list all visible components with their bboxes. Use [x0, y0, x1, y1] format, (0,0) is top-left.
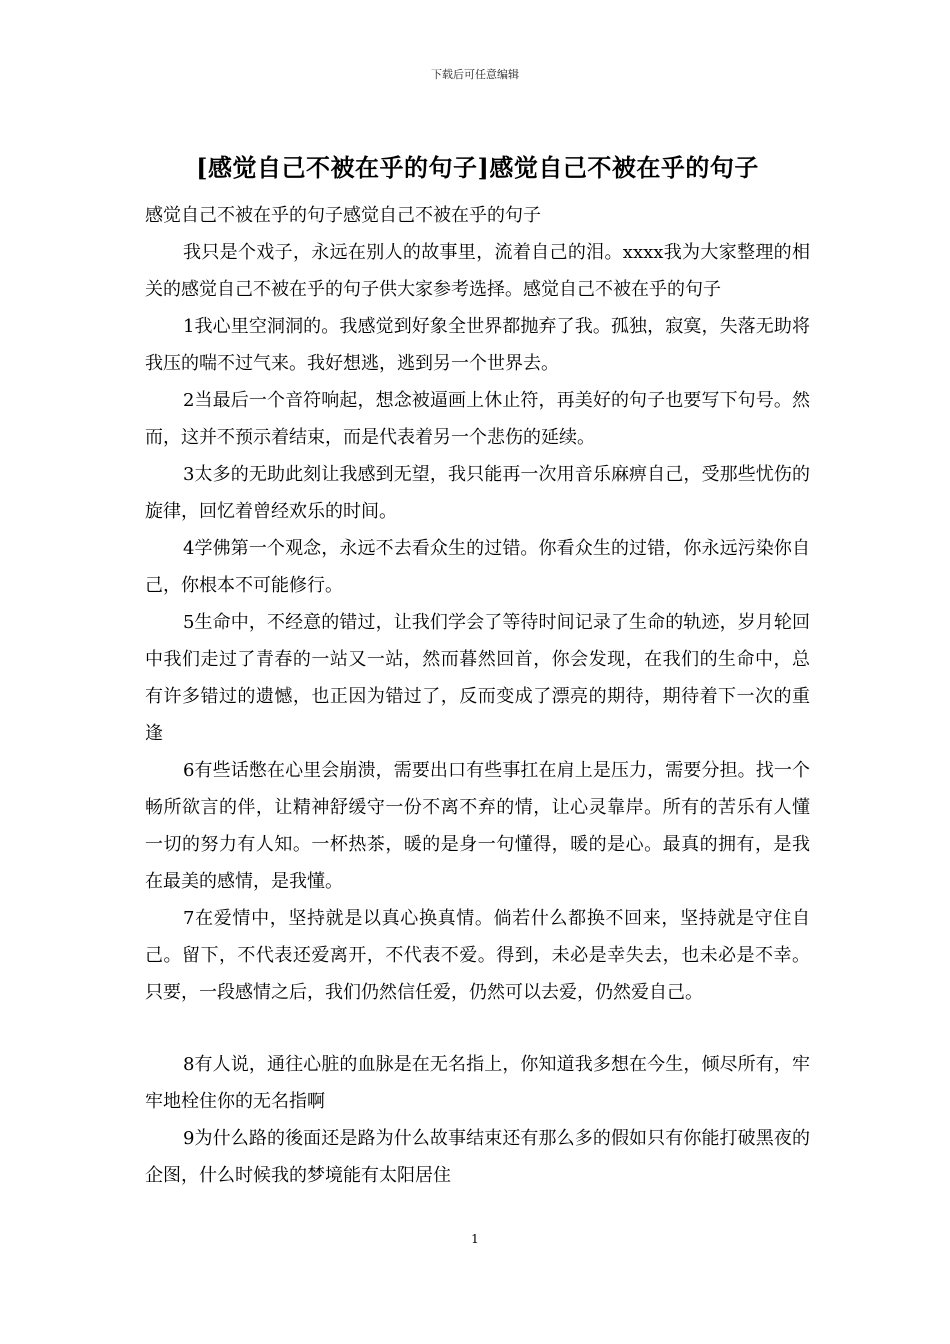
- document-body: [145, 148, 810, 1194]
- paragraph-1: 1我心里空洞洞的。我感觉到好象全世界都抛弃了我。孤独，寂寞，失落无助将我压的喘不过气来。我好想逃，逃到另一个世界去。: [145, 316, 810, 374]
- paragraph-9: 9为什么路的後面还是路为什么故事结束还有那么多的假如只有你能打破黑夜的企图，什么时候我的梦境能有太阳居住: [145, 1128, 810, 1186]
- paragraph-6: 6有些话憋在心里会崩溃，需要出口有些事扛在肩上是压力，需要分担。找一个畅所欲言的伴，让精神舒缓守一份不离不弃的情，让心灵靠岸。所有的苦乐有人懂一切的努力有人知。一杯热茶，暖的是身一句懂得，暖的是心。最真的拥有，是我在最美的感情，是我懂。: [145, 760, 810, 892]
- paragraph-4: 4学佛第一个观念，永远不去看众生的过错。你看众生的过错，你永远污染你自己，你根本不可能修行。: [145, 538, 810, 596]
- paragraph-7: 7在爱情中，坚持就是以真心换真情。倘若什么都换不回来，坚持就是守住自己。留下，不代表还爱离开，不代表不爱。得到，未必是幸失去，也未必是不幸。只要，一段感情之后，我们仍然信任爱，仍然可以去爱，仍然爱自己。: [145, 908, 810, 1003]
- paragraph-8: 8有人说，通往心脏的血脉是在无名指上，你知道我多想在今生，倾尽所有，牢牢地栓住你的无名指啊: [145, 1054, 810, 1112]
- paragraph-intro: 我只是个戏子，永远在别人的故事里，流着自己的泪。xxxx我为大家整理的相关的感觉自己不被在乎的句子供大家参考选择。感觉自己不被在乎的句子: [145, 242, 810, 300]
- paragraph-5: 5生命中，不经意的错过，让我们学会了等待时间记录了生命的轨迹，岁月轮回中我们走过了青春的一站又一站，然而暮然回首，你会发现，在我们的生命中，总有许多错过的遗憾，也正因为错过了，反而变成了漂亮的期待，期待着下一次的重逢: [145, 612, 810, 744]
- blank-line: [145, 1011, 810, 1046]
- document-title: [感觉自己不被在乎的句子]感觉自己不被在乎的句子: [196, 153, 759, 182]
- page-header-note: 下载后可任意编辑: [431, 68, 519, 81]
- paragraph-2: 2当最后一个音符响起，想念被逼画上休止符，再美好的句子也要写下句号。然而，这并不预示着结束，而是代表着另一个悲伤的延续。: [145, 390, 810, 448]
- document-subtitle: 感觉自己不被在乎的句子感觉自己不被在乎的句子: [145, 205, 541, 226]
- page-number: 1: [471, 1232, 479, 1246]
- paragraph-3: 3太多的无助此刻让我感到无望，我只能再一次用音乐麻痹自己，受那些忧伤的旋律，回忆着曾经欢乐的时间。: [145, 464, 810, 522]
